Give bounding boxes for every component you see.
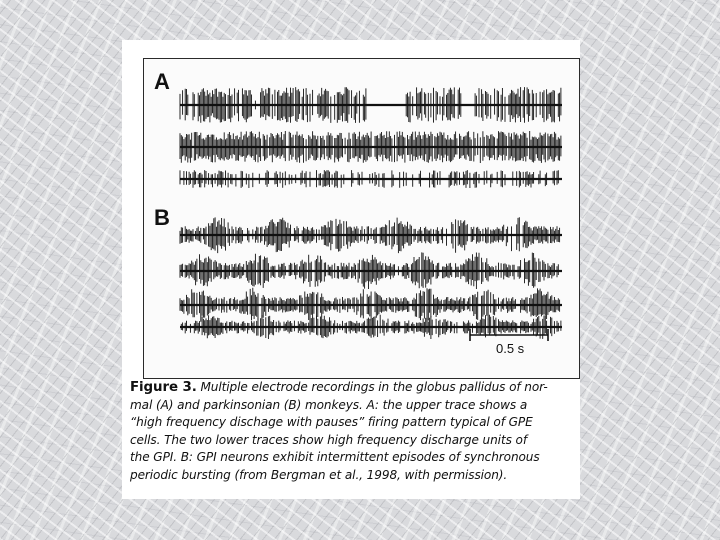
trace-b1 (180, 217, 562, 253)
traces-plot (144, 59, 579, 378)
caption-line-1 (130, 379, 576, 397)
caption-lead: Figure 3. (130, 380, 197, 395)
caption-text-1: Multiple electrode recordings in the globus pallidus of nor- (200, 380, 548, 394)
caption-line-3: “high frequency dischage with pauses” firing pattern typical of GPE (130, 415, 533, 430)
trace-a1 (180, 87, 562, 123)
caption-line-2: mal (A) and parkinsonian (B) monkeys. A: the upper trace shows a (130, 397, 528, 412)
trace-b3-spikes (180, 288, 560, 322)
panel-b-label: B (154, 205, 170, 230)
caption-line-6: periodic bursting (from Bergman et al., 1998, with permission). (130, 467, 508, 482)
trace-b2 (180, 252, 562, 289)
panel-a-label: A (154, 69, 170, 94)
trace-b3 (180, 288, 562, 322)
figure-caption (130, 379, 576, 485)
trace-a3 (180, 170, 562, 188)
recording-figure (143, 58, 580, 379)
trace-a2 (180, 131, 562, 163)
figure-card (122, 40, 580, 499)
caption-line-4: cells. The two lower traces show high frequency discharge units of (130, 432, 527, 447)
scale-bar-label: 0.5 s (496, 341, 525, 356)
caption-line-5: the GPI. B: GPI neurons exhibit intermittent episodes of synchronous (130, 450, 540, 465)
